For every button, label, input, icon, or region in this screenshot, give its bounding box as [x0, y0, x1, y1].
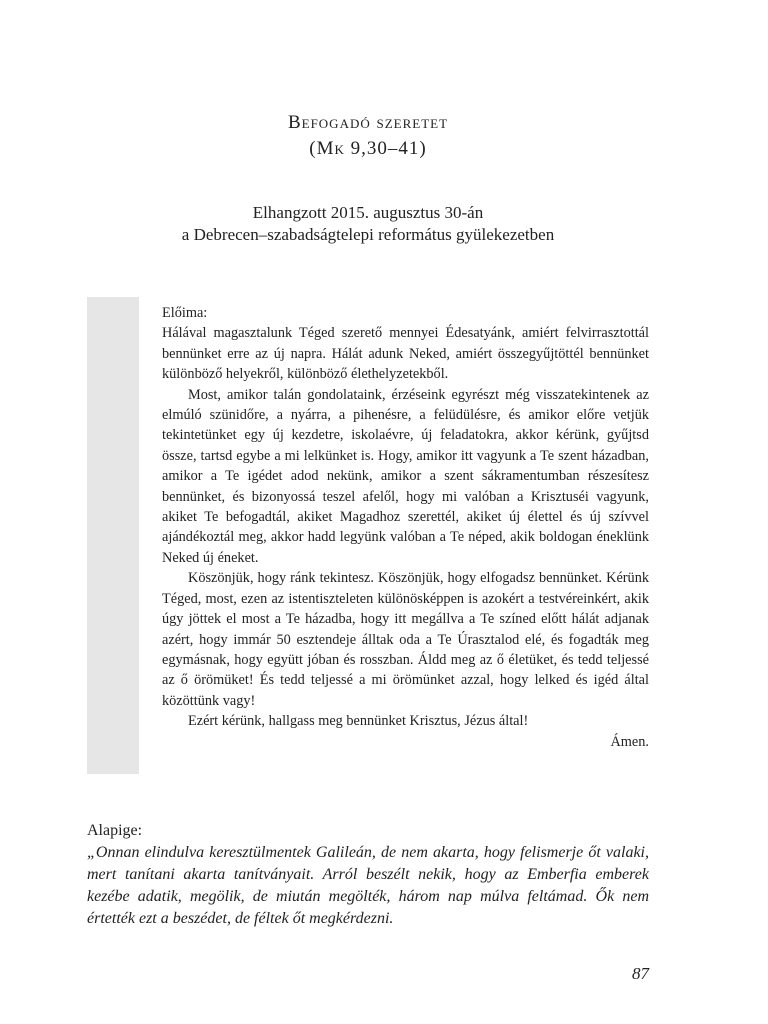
- chapter-subtitle: [0, 202, 736, 246]
- prayer-side-bar: [87, 297, 139, 774]
- chapter-title-line1: Befogadó szeretet: [287, 112, 449, 133]
- prayer-block: [162, 303, 649, 752]
- alapige-block: [87, 820, 649, 930]
- subtitle-line1: Elhangzott 2015. augusztus 30-án: [252, 203, 484, 222]
- prayer-heading: Előima:: [162, 305, 208, 321]
- alapige-label: Alapige:: [87, 822, 143, 839]
- prayer-paragraph: Köszönjük, hogy ránk tekintesz. Köszönjük, hogy elfogadsz bennünket. Kérünk Téged, most, ezen az istentiszteleten különösképpen is azokért a testvéreinkért, akik úgy jöttek el most a Te házadba, hogy itt megállva a Te színed előtt hálát adjanak azért, hogy immár 50 esztendeje álltak oda a Te Úrasztalod elé, és fogadták meg egymásnak, hogy együtt jóban és rosszban. Áldd meg az ő életüket, és tedd teljessé az ő örömüket! És tedd teljessé a mi örömünket azzal, hogy lelked és igéd által közöttünk vagy!: [162, 570, 649, 709]
- prayer-amen: Ámen.: [610, 733, 649, 750]
- subtitle-line2: a Debrecen–szabadságtelepi református gyülekezetben: [181, 225, 555, 244]
- alapige-quote: „Onnan elindulva keresztülmentek Galileán, de nem akarta, hogy felismerje őt valaki, mert tanítani akarta tanítványait. Arról beszélt nekik, hogy az Emberfia emberek kezébe adatik, megölik, de miután megölték, három nap múlva feltámad. Ők nem értették ezt a beszédet, de féltek őt megkérdezni.: [87, 844, 649, 927]
- chapter-title: [0, 110, 736, 162]
- prayer-paragraph: Most, amikor talán gondolataink, érzéseink egyrészt még visszatekintenek az elmúló szünidőre, a nyárra, a pihenésre, a felüdülésre, és amikor előre vetjük tekintetünket egy új kezdetre, iskolaévre, új feladatokra, akkor kérünk, gyűjtsd össze, tartsd egybe a mi lelkünket is. Hogy, amikor itt vagyunk a Te szent házadban, amikor a Te igédet adod nekünk, amikor a szent sákramentumban részesítesz bennünket, és bizonyossá teszel afelől, hogy mi valóban a Krisztuséi vagyunk, akiket Te befogadtál, akiket Magadhoz szerettél, akiket új élettel és új szívvel ajándékoztál meg, akkor hadd legyünk valóban a Te néped, akik boldogan éneklünk Neked új éneket.: [162, 386, 649, 566]
- page-number: 87: [632, 964, 649, 983]
- prayer-paragraph: Ezért kérünk, hallgass meg bennünket Krisztus, Jézus által!: [188, 713, 529, 730]
- chapter-title-reference: (Mk 9,30–41): [309, 138, 427, 159]
- prayer-paragraph: Hálával magasztalunk Téged szerető mennyei Édesatyánk, amiért felvirrasztottál bennünket erre az új napra. Hálát adunk Neked, amiért összegyűjtöttél bennünket különböző helyekről, különböző élethelyzetekből.: [162, 325, 649, 383]
